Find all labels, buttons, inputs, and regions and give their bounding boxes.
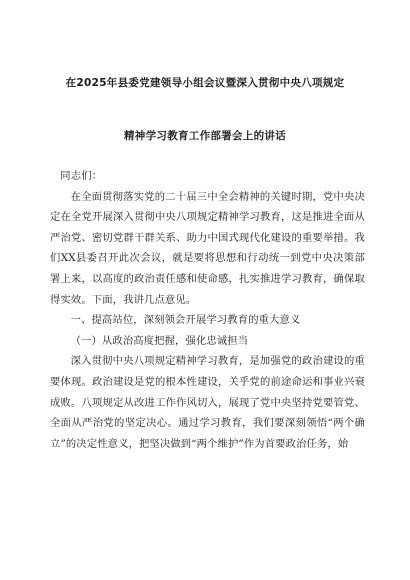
document-title-line-1: 在2025年县委党建领导小组会议暨深入贯彻中央八项规定 xyxy=(65,77,345,89)
document-title-line-2: 精神学习教育工作部署会上的讲话 xyxy=(124,130,286,142)
document-body xyxy=(50,166,365,454)
intro-paragraph: 在全面贯彻落实党的二十届三中全会精神的关键时期，党中央决定在全党开展深入贯彻中央八项规定精神学习教育，这是推进全面从严治党、密切党群干群关系、助力中国式现代化建设的重要举措。我们XX县委召开此次会议，就是要将思想和行动统一到党中央决策部署上来，以高度的政治责任感和使命感，扎实推进学习教育，确保取得实效。下面，我讲几点意见。 xyxy=(50,190,365,306)
body-paragraph-2: 深入贯彻中央八项规定精神学习教育，是加强党的政治建设的重要体现。政治建设是党的根本性建设，关乎党的前途命运和事业兴衰成败。八项规定从改进工作作风切入，展现了党中央坚持党要管党、全面从严治党的坚定决心。通过学习教育，我们要深刻领悟“两个确立”的决定性意义，把坚决做到“两个维护”作为首要政治任务，始 xyxy=(50,355,365,450)
subsection-heading-1: （一）从政治高度把握，强化忠诚担当 xyxy=(70,334,249,347)
salutation: 同志们： xyxy=(60,170,103,182)
section-heading-1: 一、提高站位，深刻领会开展学习教育的重大意义 xyxy=(70,314,301,327)
